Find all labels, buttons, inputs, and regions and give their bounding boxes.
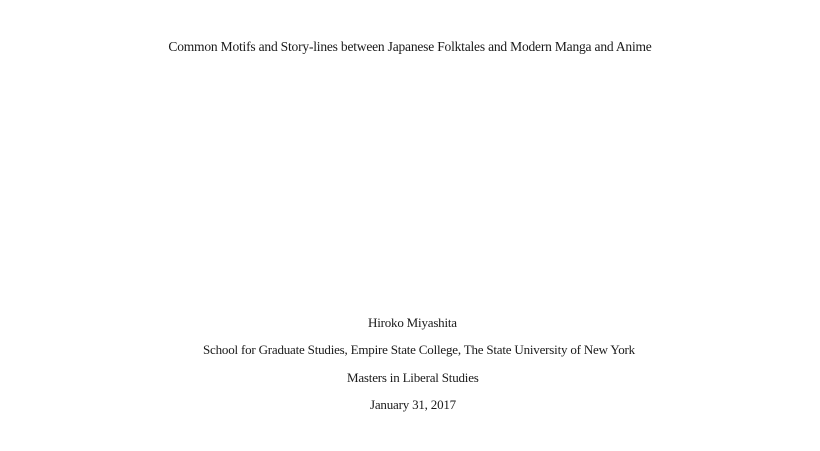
author-name: Hiroko Miyashita <box>368 315 457 330</box>
institution-name: School for Graduate Studies, Empire State College, The State University of New York <box>203 342 635 357</box>
program-name: Masters in Liberal Studies <box>347 370 479 385</box>
submission-date: January 31, 2017 <box>370 397 456 412</box>
document-title: Common Motifs and Story-lines between Japanese Folktales and Modern Manga and Anime <box>168 39 652 54</box>
